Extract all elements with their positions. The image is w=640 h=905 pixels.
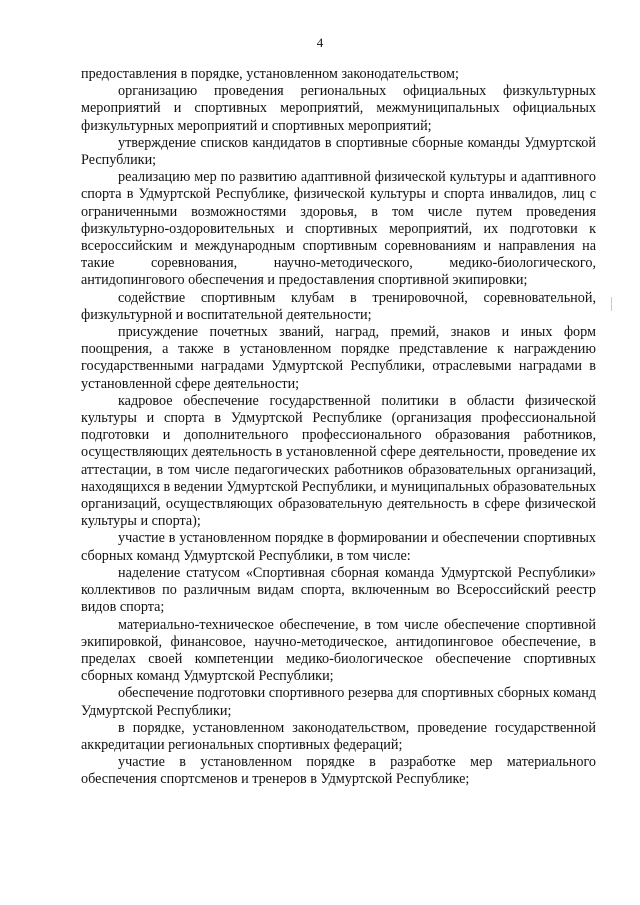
paragraph: в порядке, установленном законодательством, проведение государственной аккредитации региональных спортивных федераций; — [81, 719, 596, 753]
paragraph: обеспечение подготовки спортивного резерва для спортивных сборных команд Удмуртской Республики; — [81, 685, 597, 719]
document-body — [81, 66, 596, 789]
page-number: 4 — [316, 35, 324, 50]
paragraph: реализацию мер по развитию адаптивной физической культуры и адаптивного спорта в Удмуртской Республике, физической культуры и спорта инвалидов, лиц с ограниченными возможностями здоровья, в том числе путем проведения физкультурно-оздоровительных и спортивных мероприятий, их подготовки к всероссийским и международным спортивным соревнованиям и направления на такие соревнования, научно-методического, медико-биологического, антидопингового обеспечения и предоставления спортивной экипировки; — [81, 169, 596, 289]
paragraph: предоставления в порядке, установленном законодательством; — [81, 66, 459, 82]
paragraph: участие в установленном порядке в формировании и обеспечении спортивных сборных команд Удмуртской Республики, в том числе: — [81, 530, 596, 564]
paragraph: наделение статусом «Спортивная сборная команда Удмуртской Республики» коллективов по различным видам спорта, включенным во Всероссийский реестр видов спорта; — [81, 564, 596, 616]
paragraph: утверждение списков кандидатов в спортивные сборные команды Удмуртской Республики; — [81, 134, 596, 169]
paragraph: материально-техническое обеспечение, в том числе обеспечение спортивной экипировкой, финансовое, научно-методическое, антидопинговое обеспечение, в пределах своей компетенции медико-биологическое обеспечение спортивных сборных команд Удмуртской Республики; — [81, 616, 596, 685]
scan-artifact-mark — [611, 297, 612, 311]
paragraph: кадровое обеспечение государственной политики в области физической культуры и спорта в Удмуртской Республике (организация профессиональной подготовки и дополнительного профессионального образования работников, осуществляющих деятельность в установленной сфере деятельности, проведение их аттестации, в том числе педагогических работников образовательных организаций, находящихся в ведении Удмуртской Республики, и муниципальных образовательных организаций, осуществляющих образовательную деятельность в сфере физической культуры и спорта); — [81, 392, 596, 530]
paragraph: присуждение почетных званий, наград, премий, знаков и иных форм поощрения, а также в установленном порядке представление к награждению государственными наградами Удмуртской Республики, отраслевыми наградами в установленной сфере деятельности; — [81, 324, 596, 392]
paragraph: участие в установленном порядке в разработке мер материального обеспечения спортсменов и тренеров в Удмуртской Республике; — [81, 754, 596, 788]
paragraph: содействие спортивным клубам в тренировочной, соревновательной, физкультурной и воспитательной деятельности; — [81, 289, 596, 323]
paragraph: организацию проведения региональных официальных физкультурных мероприятий и спортивных мероприятий, межмуниципальных официальных физкультурных мероприятий и спортивных мероприятий; — [81, 83, 596, 134]
